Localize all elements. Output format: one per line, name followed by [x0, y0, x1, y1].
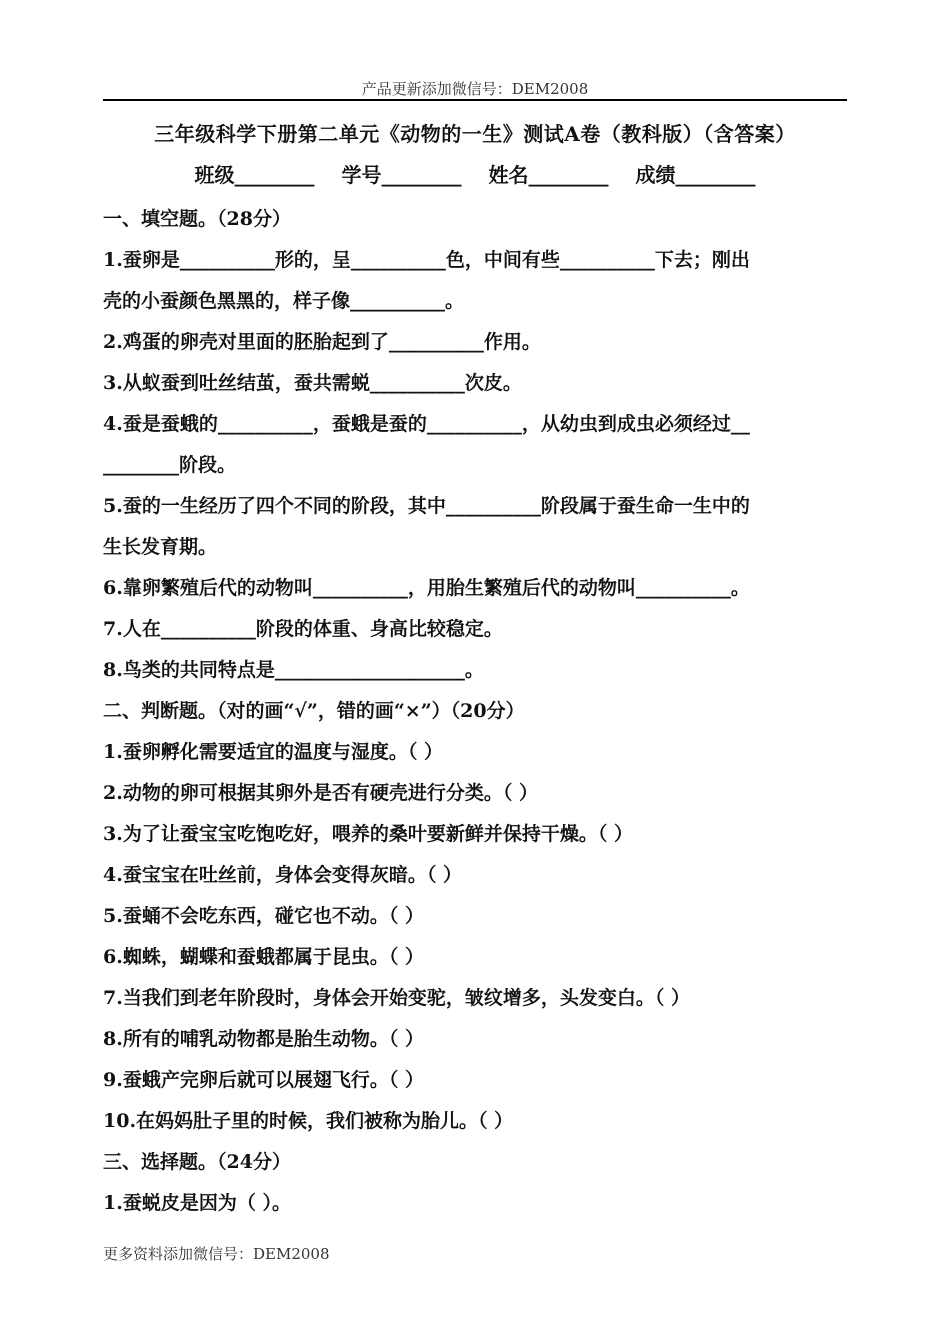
question-line: 8.鸟类的共同特点是____________________。: [103, 659, 484, 681]
question-line: ________阶段。: [103, 454, 237, 476]
student-info-row: [103, 159, 847, 188]
question-line: 1.蚕卵孵化需要适宜的温度与湿度。（ ）: [103, 741, 443, 763]
question-line: 3.从蚁蚕到吐丝结茧，蚕共需蜕__________次皮。: [103, 372, 522, 394]
question-line: 2.鸡蛋的卵壳对里面的胚胎起到了__________作用。: [103, 331, 541, 353]
question-content: [103, 199, 849, 1224]
question-line: 生长发育期。: [103, 536, 218, 558]
question-line: 4.蚕宝宝在吐丝前，身体会变得灰暗。（ ）: [103, 864, 462, 886]
score-field: 成绩________: [635, 163, 756, 187]
question-line: 10.在妈妈肚子里的时候，我们被称为胎儿。（ ）: [103, 1110, 514, 1132]
question-line: 7.人在__________阶段的体重、身高比较稳定。: [103, 618, 503, 640]
question-line: 7.当我们到老年阶段时，身体会开始变驼，皱纹增多，头发变白。（ ）: [103, 987, 690, 1009]
section-heading-true-false: 二、判断题。（对的画“√”，错的画“×”）（20分）: [103, 700, 525, 722]
question-line: 5.蚕的一生经历了四个不同的阶段，其中__________阶段属于蚕生命一生中的: [103, 495, 750, 517]
document-title: 三年级科学下册第二单元《动物的一生》测试A卷（教科版）（含答案）: [154, 122, 796, 146]
question-line: 9.蚕蛾产完卵后就可以展翅飞行。（ ）: [103, 1069, 424, 1091]
question-line: 壳的小蚕颜色黑黑的，样子像__________。: [103, 290, 465, 312]
header-divider: [103, 99, 847, 101]
question-line: 6.蜘蛛，蝴蝶和蚕蛾都属于昆虫。（ ）: [103, 946, 424, 968]
question-line: 4.蚕是蚕蛾的__________，蚕蛾是蚕的__________，从幼虫到成虫必须经过__: [103, 413, 750, 435]
page-header: 产品更新添加微信号：DEM2008: [361, 80, 589, 98]
class-field: 班级________: [194, 163, 315, 187]
section-heading-multiple-choice: 三、选择题。（24分）: [103, 1151, 291, 1173]
question-line: 2.动物的卵可根据其卵外是否有硬壳进行分类。（ ）: [103, 782, 538, 804]
question-line: 8.所有的哺乳动物都是胎生动物。（ ）: [103, 1028, 424, 1050]
question-line: 1.蚕卵是__________形的，呈__________色，中间有些__________下去；刚出: [103, 249, 750, 271]
student-id-field: 学号________: [341, 163, 462, 187]
section-heading-fill-blank: 一、填空题。（28分）: [103, 208, 291, 230]
question-line: 1.蚕蜕皮是因为（ ）。: [103, 1192, 291, 1214]
page-footer: 更多资料添加微信号：DEM2008: [103, 1245, 330, 1263]
name-field: 姓名________: [488, 163, 609, 187]
question-line: 5.蚕蛹不会吃东西，碰它也不动。（ ）: [103, 905, 424, 927]
question-line: 6.靠卵繁殖后代的动物叫__________，用胎生繁殖后代的动物叫__________。: [103, 577, 750, 599]
question-line: 3.为了让蚕宝宝吃饱吃好，喂养的桑叶要新鲜并保持干燥。（ ）: [103, 823, 633, 845]
